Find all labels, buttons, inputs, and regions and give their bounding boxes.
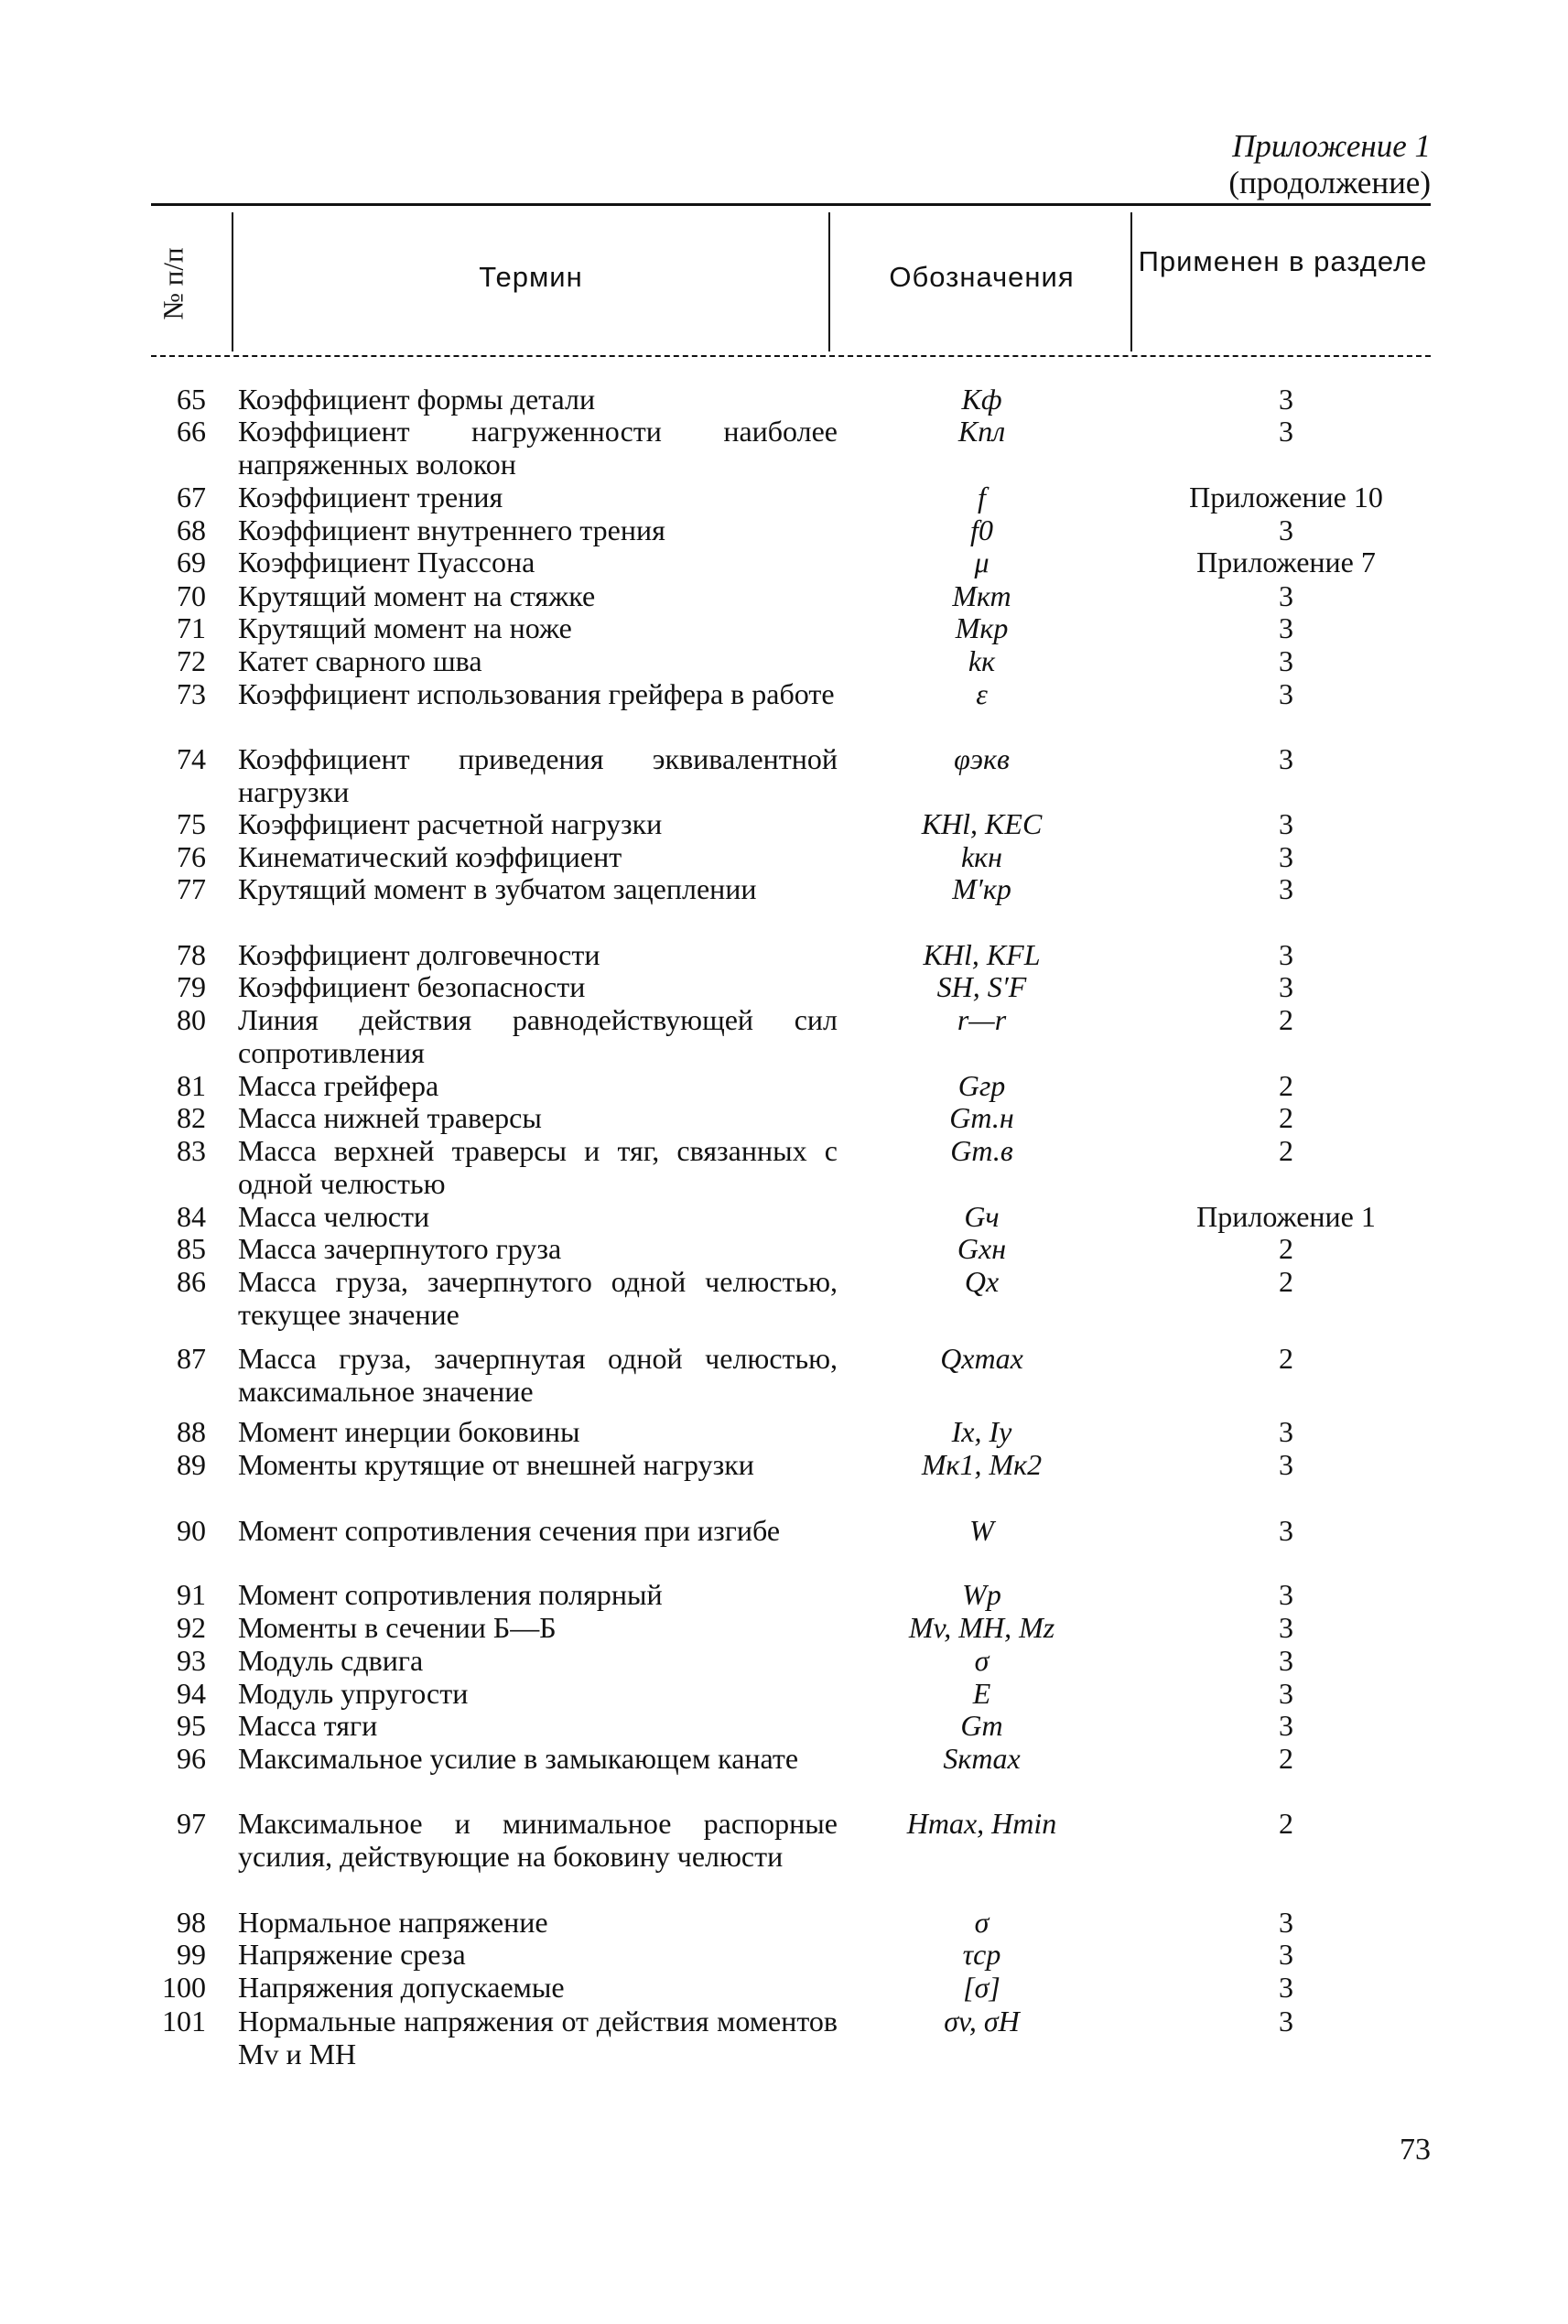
row-section: 2 [1279, 1742, 1293, 1775]
row-section: 3 [1279, 742, 1293, 775]
row-symbol: σ [974, 1906, 989, 1939]
row-symbol: Mкт [952, 579, 1011, 612]
appendix-subtitle: (продолжение) [1228, 165, 1431, 200]
row-number: 85 [177, 1232, 206, 1265]
row-symbol: Qxmax [940, 1342, 1023, 1375]
row-section: 2 [1279, 1101, 1293, 1134]
row-symbol: Ix, Iy [951, 1415, 1012, 1448]
row-number: 82 [177, 1101, 206, 1134]
row-number: 79 [177, 970, 206, 1003]
row-symbol: Gт.в [950, 1134, 1013, 1167]
row-symbol: Mк1, Mк2 [921, 1448, 1043, 1481]
row-symbol: f0 [970, 513, 993, 546]
row-section: 3 [1279, 1448, 1293, 1481]
row-section: 3 [1279, 840, 1293, 873]
row-term: Нормальные напряжения от действия моментов Mv и MH [238, 2005, 838, 2070]
row-section: 2 [1279, 1003, 1293, 1036]
row-section: 3 [1279, 807, 1293, 840]
page-number: 73 [1400, 2133, 1431, 2167]
row-number: 100 [162, 1971, 206, 2004]
row-term: Момент сопротивления полярный [238, 1578, 663, 1611]
row-number: 91 [177, 1578, 206, 1611]
row-number: 69 [177, 546, 206, 578]
row-section: 3 [1279, 579, 1293, 612]
row-section: 3 [1279, 644, 1293, 677]
row-number: 72 [177, 644, 206, 677]
row-term: Нормальное напряжение [238, 1906, 548, 1939]
row-symbol: Kф [961, 383, 1002, 416]
row-symbol: [σ] [963, 1971, 1000, 2004]
row-symbol: Gч [964, 1200, 1000, 1233]
header-section: Применен в разделе [1138, 245, 1428, 277]
column-divider-3 [1130, 212, 1132, 351]
appendix-heading [1228, 128, 1431, 201]
row-number: 84 [177, 1200, 206, 1233]
row-symbol: Sкmax [943, 1742, 1021, 1775]
row-section: 3 [1279, 1514, 1293, 1547]
table-top-rule [151, 203, 1431, 206]
row-number: 73 [177, 677, 206, 710]
row-term: Максимальное и минимальное распорные усилия, действующие на боковину челюсти [238, 1807, 838, 1873]
row-term: Момент инерции боковины [238, 1415, 580, 1448]
row-symbol: Gгр [957, 1069, 1006, 1102]
row-section: 2 [1279, 1069, 1293, 1102]
row-number: 71 [177, 611, 206, 644]
row-number: 101 [162, 2005, 206, 2038]
row-term: Коэффициент приведения эквивалентной нагрузки [238, 742, 838, 808]
row-number: 78 [177, 938, 206, 971]
row-term: Масса нижней траверсы [238, 1101, 542, 1134]
row-section: 3 [1279, 1709, 1293, 1742]
header-number: № п/п [157, 247, 189, 320]
row-symbol: Gт.н [949, 1101, 1014, 1134]
row-term: Максимальное усилие в замыкающем канате [238, 1742, 799, 1775]
row-number: 87 [177, 1342, 206, 1375]
row-symbol: ε [976, 677, 988, 710]
row-section: 3 [1279, 1644, 1293, 1677]
row-symbol: kк [968, 644, 996, 677]
row-number: 67 [177, 481, 206, 513]
row-number: 80 [177, 1003, 206, 1036]
row-number: 88 [177, 1415, 206, 1448]
row-number: 76 [177, 840, 206, 873]
row-symbol: Gxн [957, 1232, 1007, 1265]
row-number: 68 [177, 513, 206, 546]
row-number: 74 [177, 742, 206, 775]
row-term: Катет сварного шва [238, 644, 482, 677]
row-section: 3 [1279, 677, 1293, 710]
row-symbol: SH, S′F [936, 970, 1027, 1003]
row-number: 75 [177, 807, 206, 840]
row-symbol: E [972, 1677, 991, 1710]
row-term: Моменты крутящие от внешней нагрузки [238, 1448, 754, 1481]
row-term: Моменты в сечении Б—Б [238, 1611, 557, 1644]
row-term: Масса зачерпнутого груза [238, 1232, 562, 1265]
row-symbol: r—r [957, 1003, 1007, 1036]
row-number: 66 [177, 415, 206, 448]
row-symbol: kкн [960, 840, 1003, 873]
row-term: Крутящий момент на ноже [238, 611, 572, 644]
row-term: Коэффициент формы детали [238, 383, 596, 416]
row-term: Масса груза, зачерпнутая одной челюстью, максимальное значение [238, 1342, 838, 1408]
row-term: Масса челюсти [238, 1200, 430, 1233]
row-number: 90 [177, 1514, 206, 1547]
row-symbol: σ [974, 1644, 989, 1677]
row-number: 98 [177, 1906, 206, 1939]
row-number: 81 [177, 1069, 206, 1102]
header-symbol: Обозначения [889, 261, 1075, 293]
row-term: Момент сопротивления сечения при изгибе [238, 1514, 781, 1547]
row-term: Масса тяги [238, 1709, 378, 1742]
row-number: 99 [177, 1938, 206, 1971]
row-term: Модуль сдвига [238, 1644, 424, 1677]
row-number: 96 [177, 1742, 206, 1775]
row-number: 93 [177, 1644, 206, 1677]
appendix-title: Приложение 1 [1232, 128, 1431, 164]
row-symbol: Wp [962, 1578, 1001, 1611]
row-symbol: φэкв [954, 742, 1010, 775]
row-number: 83 [177, 1134, 206, 1167]
header-term: Термин [479, 261, 583, 293]
row-term: Коэффициент долговечности [238, 938, 600, 971]
row-section: 2 [1279, 1342, 1293, 1375]
row-symbol: μ [974, 546, 989, 578]
row-symbol: f [978, 481, 986, 513]
row-section: 3 [1279, 1578, 1293, 1611]
row-number: 86 [177, 1265, 206, 1298]
row-section: 3 [1279, 2005, 1293, 2038]
row-section: 3 [1279, 970, 1293, 1003]
row-number: 70 [177, 579, 206, 612]
row-section: 3 [1279, 872, 1293, 905]
row-section: 2 [1279, 1807, 1293, 1840]
row-symbol: KHl, KFL [923, 938, 1041, 971]
row-section: 3 [1279, 938, 1293, 971]
row-section: 2 [1279, 1232, 1293, 1265]
row-term: Коэффициент безопасности [238, 970, 586, 1003]
row-term: Крутящий момент в зубчатом зацеплении [238, 872, 757, 905]
row-section: 3 [1279, 1415, 1293, 1448]
row-section: Приложение 7 [1196, 546, 1376, 578]
row-section: 3 [1279, 1938, 1293, 1971]
row-term: Линия действия равнодействующей сил сопротивления [238, 1003, 838, 1069]
row-section: 3 [1279, 513, 1293, 546]
row-number: 97 [177, 1807, 206, 1840]
row-number: 94 [177, 1677, 206, 1710]
row-symbol: Kпл [957, 415, 1006, 448]
row-term: Масса грейфера [238, 1069, 439, 1102]
row-number: 89 [177, 1448, 206, 1481]
row-term: Модуль упругости [238, 1677, 469, 1710]
row-section: 2 [1279, 1134, 1293, 1167]
row-section: 3 [1279, 1971, 1293, 2004]
row-term: Коэффициент Пуассона [238, 546, 535, 578]
column-divider-2 [828, 212, 830, 351]
row-symbol: τср [962, 1938, 1001, 1971]
row-term: Коэффициент внутреннего трения [238, 513, 665, 546]
row-symbol: Mкр [955, 611, 1009, 644]
row-symbol: Gт [960, 1709, 1003, 1742]
row-section: Приложение 10 [1189, 481, 1383, 513]
row-symbol: σv, σH [944, 2005, 1020, 2038]
row-symbol: Mv, MH, Mz [908, 1611, 1055, 1644]
row-section: 3 [1279, 611, 1293, 644]
row-section: 3 [1279, 1611, 1293, 1644]
row-number: 92 [177, 1611, 206, 1644]
row-section: 3 [1279, 1677, 1293, 1710]
row-number: 77 [177, 872, 206, 905]
row-term: Масса груза, зачерпнутого одной челюстью, текущее значение [238, 1265, 838, 1331]
row-symbol: Qx [964, 1265, 1000, 1298]
table-header-rule [151, 355, 1431, 357]
row-section: 3 [1279, 383, 1293, 416]
row-symbol: Hmax, Hmin [906, 1807, 1057, 1840]
row-term: Масса верхней траверсы и тяг, связанных с одной челюстью [238, 1134, 838, 1200]
row-term: Коэффициент трения [238, 481, 503, 513]
row-symbol: W [969, 1514, 994, 1547]
row-term: Коэффициент нагруженности наиболее напряженных волокон [238, 415, 838, 481]
row-term: Кинематический коэффициент [238, 840, 622, 873]
row-term: Напряжение среза [238, 1938, 466, 1971]
row-section: 2 [1279, 1265, 1293, 1298]
row-number: 65 [177, 383, 206, 416]
row-section: 3 [1279, 415, 1293, 448]
row-section: 3 [1279, 1906, 1293, 1939]
row-symbol: KHl, KEC [921, 807, 1043, 840]
row-term: Коэффициент расчетной нагрузки [238, 807, 663, 840]
row-term: Коэффициент использования грейфера в работе [238, 677, 835, 710]
row-number: 95 [177, 1709, 206, 1742]
row-term: Крутящий момент на стяжке [238, 579, 596, 612]
row-term: Напряжения допускаемые [238, 1971, 565, 2004]
row-section: Приложение 1 [1196, 1200, 1376, 1233]
row-symbol: M′кр [952, 872, 1011, 905]
